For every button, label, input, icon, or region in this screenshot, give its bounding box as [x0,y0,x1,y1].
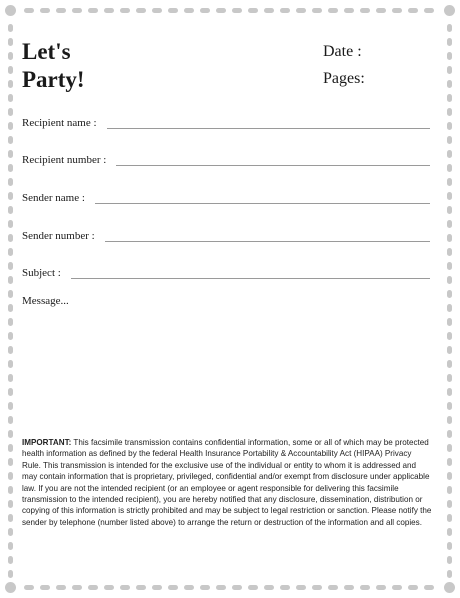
border-dash-bottom [104,585,114,590]
border-dash-top [120,8,130,13]
border-dash-right [447,80,452,88]
border-dash-left [8,542,13,550]
confidentiality-notice [22,437,432,528]
border-dash-right [447,486,452,494]
border-dash-right [447,94,452,102]
border-dash-right [447,66,452,74]
border-dash-left [8,290,13,298]
border-dash-bottom [136,585,146,590]
border-dash-bottom [360,585,370,590]
border-dash-right [447,318,452,326]
border-dash-bottom [344,585,354,590]
border-dash-left [8,80,13,88]
border-dash-left [8,388,13,396]
border-dash-left [8,178,13,186]
sender-number-label: Sender number : [22,230,95,242]
border-dash-left [8,122,13,130]
border-dash-left [8,500,13,508]
border-dash-left [8,66,13,74]
message-label: Message... [22,295,69,307]
border-dash-right [447,332,452,340]
border-dash-bottom [248,585,258,590]
border-dash-left [8,150,13,158]
border-dash-top [312,8,322,13]
border-corner-dot [444,582,455,593]
border-dash-right [447,528,452,536]
border-dash-top [72,8,82,13]
border-dash-left [8,108,13,116]
border-dash-bottom [312,585,322,590]
border-corner-dot [5,5,16,16]
border-dash-left [8,528,13,536]
border-dash-right [447,192,452,200]
border-dash-right [447,136,452,144]
border-corner-dot [5,582,16,593]
border-dash-right [447,360,452,368]
recipient-name-label: Recipient name : [22,117,97,129]
border-dash-right [447,262,452,270]
border-dash-bottom [152,585,162,590]
border-dash-left [8,556,13,564]
border-dash-right [447,206,452,214]
border-dash-right [447,276,452,284]
border-dash-right [447,122,452,130]
border-dash-left [8,332,13,340]
border-dash-left [8,206,13,214]
border-dash-top [216,8,226,13]
border-dash-right [447,458,452,466]
border-dash-top [152,8,162,13]
border-dash-right [447,178,452,186]
border-dash-left [8,262,13,270]
border-dash-top [328,8,338,13]
border-dash-left [8,360,13,368]
border-dash-bottom [296,585,306,590]
border-dash-top [264,8,274,13]
border-dash-right [447,290,452,298]
border-dash-right [447,346,452,354]
border-dash-top [104,8,114,13]
sender-name-label: Sender name : [22,192,85,204]
border-dash-bottom [184,585,194,590]
sender-name-line[interactable] [95,203,430,204]
border-dash-right [447,248,452,256]
sender-number-field[interactable] [22,225,430,243]
border-dash-left [8,472,13,480]
border-dash-left [8,444,13,452]
border-dash-right [447,374,452,382]
border-dash-bottom [200,585,210,590]
border-dash-left [8,220,13,228]
border-dash-right [447,150,452,158]
border-dash-bottom [56,585,66,590]
border-dash-bottom [280,585,290,590]
border-dash-right [447,570,452,578]
border-dash-top [360,8,370,13]
border-dash-top [376,8,386,13]
recipient-number-field[interactable] [22,149,430,167]
border-dash-right [447,444,452,452]
border-dash-right [447,388,452,396]
border-dash-bottom [232,585,242,590]
border-dash-left [8,52,13,60]
border-dash-left [8,38,13,46]
border-dash-top [248,8,258,13]
subject-line[interactable] [71,278,430,279]
recipient-number-line[interactable] [116,165,430,166]
sender-name-field[interactable] [22,187,430,205]
border-dash-bottom [264,585,274,590]
sender-number-line[interactable] [105,241,430,242]
border-dash-left [8,430,13,438]
border-dash-left [8,416,13,424]
border-dash-bottom [424,585,434,590]
border-dash-right [447,416,452,424]
border-dash-top [392,8,402,13]
border-dash-top [168,8,178,13]
border-dash-top [200,8,210,13]
border-dash-left [8,486,13,494]
border-dash-right [447,430,452,438]
border-dash-bottom [408,585,418,590]
subject-field[interactable] [22,262,430,280]
border-dash-right [447,542,452,550]
border-dash-left [8,276,13,284]
border-dash-left [8,402,13,410]
border-dash-right [447,500,452,508]
border-dash-bottom [328,585,338,590]
date-label: Date : [323,43,362,60]
border-dash-top [232,8,242,13]
border-dash-bottom [24,585,34,590]
border-dash-right [447,514,452,522]
border-dash-right [447,108,452,116]
border-dash-top [136,8,146,13]
border-dash-top [56,8,66,13]
border-dash-right [447,234,452,242]
border-dash-left [8,304,13,312]
pages-label: Pages: [323,70,365,87]
border-dash-left [8,318,13,326]
recipient-name-line[interactable] [107,128,430,129]
border-dash-bottom [120,585,130,590]
border-dash-left [8,164,13,172]
border-dash-top [24,8,34,13]
border-dash-left [8,136,13,144]
border-dash-bottom [376,585,386,590]
border-dash-bottom [168,585,178,590]
border-dash-top [280,8,290,13]
border-dash-left [8,234,13,242]
recipient-name-field[interactable] [22,112,430,130]
border-dash-right [447,556,452,564]
border-dash-left [8,192,13,200]
border-dash-top [40,8,50,13]
page-title: Let's Party! [22,39,85,92]
border-dash-bottom [40,585,50,590]
border-corner-dot [444,5,455,16]
border-dash-top [184,8,194,13]
border-dash-bottom [392,585,402,590]
border-dash-top [344,8,354,13]
border-dash-top [296,8,306,13]
border-dash-left [8,248,13,256]
border-dash-left [8,570,13,578]
recipient-number-label: Recipient number : [22,154,107,166]
border-dash-bottom [88,585,98,590]
border-dash-left [8,94,13,102]
border-dash-right [447,402,452,410]
border-dash-left [8,374,13,382]
border-dash-right [447,304,452,312]
border-dash-right [447,38,452,46]
subject-label: Subject : [22,267,61,279]
border-dash-left [8,458,13,466]
border-dash-top [88,8,98,13]
border-dash-top [424,8,434,13]
border-dash-bottom [216,585,226,590]
border-dash-right [447,220,452,228]
border-dash-left [8,346,13,354]
border-dash-right [447,52,452,60]
border-dash-bottom [72,585,82,590]
notice-body: This facsimile transmission contains confidential information, some or all of which may be protected health information as defined by the federal Health Insurance Portability & Accountability Act (HIPAA) Privacy Rule. This transmission is intended for the exclusive use of the individual or entity to whom it is addressed and may contain information that is proprietary, privileged, confidential and/or exempt from disclosure under applicable law. If you are not the intended recipient (or an employee or agent responsible for delivering this facsimile transmission to the intended recipient), you are hereby notified that any disclosure, dissemination, distribution or copying of this information is strictly prohibited and may be subject to legal restriction or sanction. Please notify the sender by telephone (number listed above) to arrange the return or destruction of the information and all copies. [22,438,432,527]
border-dash-right [447,472,452,480]
notice-heading: IMPORTANT: [22,438,72,447]
border-dash-left [8,514,13,522]
border-dash-right [447,164,452,172]
border-dash-right [447,24,452,32]
border-dash-top [408,8,418,13]
border-dash-left [8,24,13,32]
